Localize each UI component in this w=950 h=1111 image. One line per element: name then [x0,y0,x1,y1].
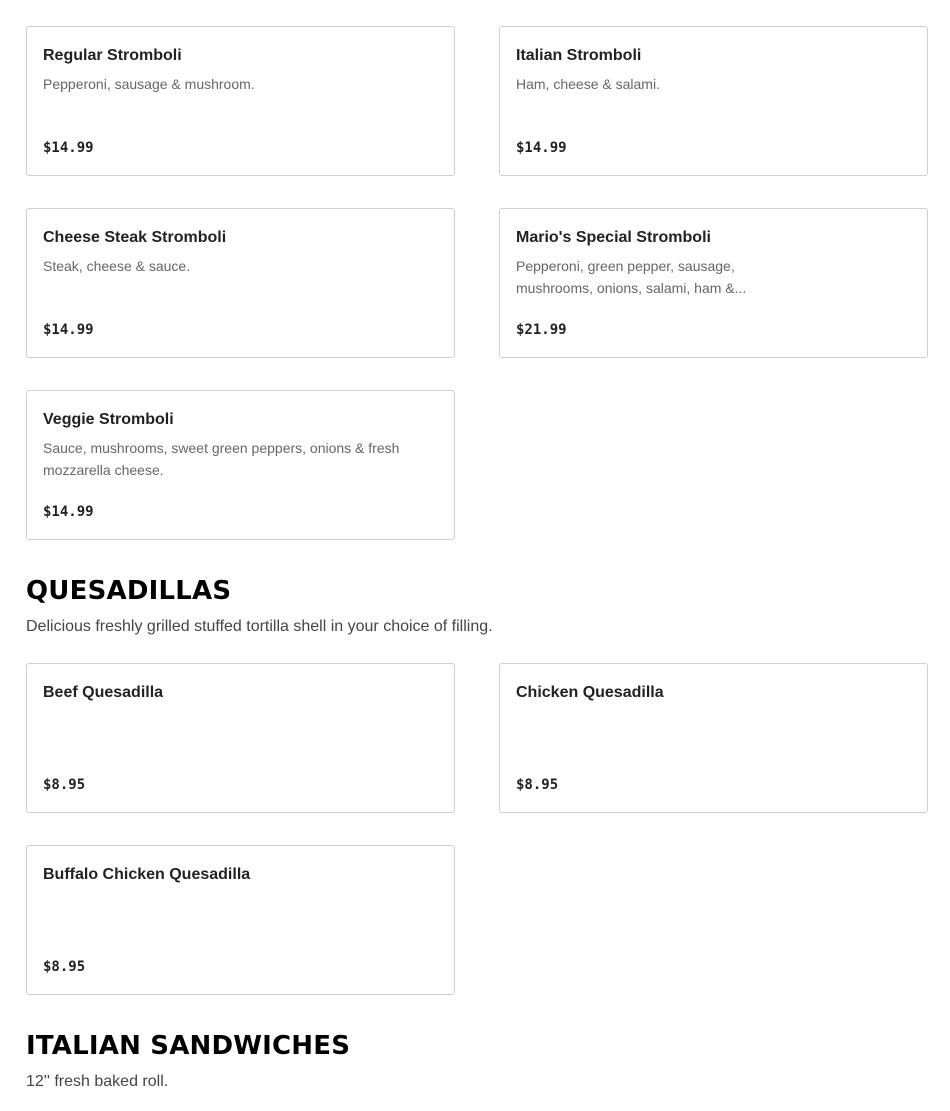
item-description: Pepperoni, green pepper, sausage, mushrooms, onions, salami, ham &... [516,258,747,296]
menu-item-card[interactable] [26,26,455,176]
item-name: Italian Stromboli [516,47,642,64]
item-price: $21.99 [516,322,567,338]
item-description: Sauce, mushrooms, sweet green peppers, onions & fresh mozzarella cheese. [43,440,400,478]
item-name: Beef Quesadilla [43,684,164,701]
section-description: Delicious freshly grilled stuffed tortilla shell in your choice of filling. [26,618,493,635]
item-name: Cheese Steak Stromboli [43,229,227,246]
menu-item-card[interactable] [26,663,455,813]
item-description: Steak, cheese & sauce. [43,258,191,274]
section-title: QUESADILLAS [26,576,232,606]
section-title: ITALIAN SANDWICHES [26,1031,351,1061]
quesadillas-grid [26,663,928,995]
item-price: $14.99 [516,140,567,156]
menu-item-card[interactable] [499,26,928,176]
item-description: Pepperoni, sausage & mushroom. [43,76,255,92]
item-name: Veggie Stromboli [43,411,174,428]
item-price: $8.95 [516,777,559,793]
menu-item-card[interactable] [499,663,928,813]
menu-item-card[interactable] [26,845,455,995]
item-description: Ham, cheese & salami. [516,76,660,92]
menu-item-card[interactable] [26,390,455,540]
quesadillas-section [26,576,928,995]
item-price: $14.99 [43,322,94,338]
item-price: $14.99 [43,140,94,156]
item-name: Mario's Special Stromboli [516,229,711,246]
item-name: Regular Stromboli [43,47,182,64]
italian-sandwiches-section [26,1031,928,1093]
item-price: $8.95 [43,777,86,793]
item-price: $8.95 [43,959,86,975]
stromboli-grid [26,26,928,540]
item-name: Chicken Quesadilla [516,684,664,701]
menu-item-card[interactable] [499,208,928,358]
item-price: $14.99 [43,504,94,520]
item-name: Buffalo Chicken Quesadilla [43,866,251,883]
menu-item-card[interactable] [26,208,455,358]
menu-page [26,26,928,1093]
section-description: 12'' fresh baked roll. [26,1073,169,1090]
